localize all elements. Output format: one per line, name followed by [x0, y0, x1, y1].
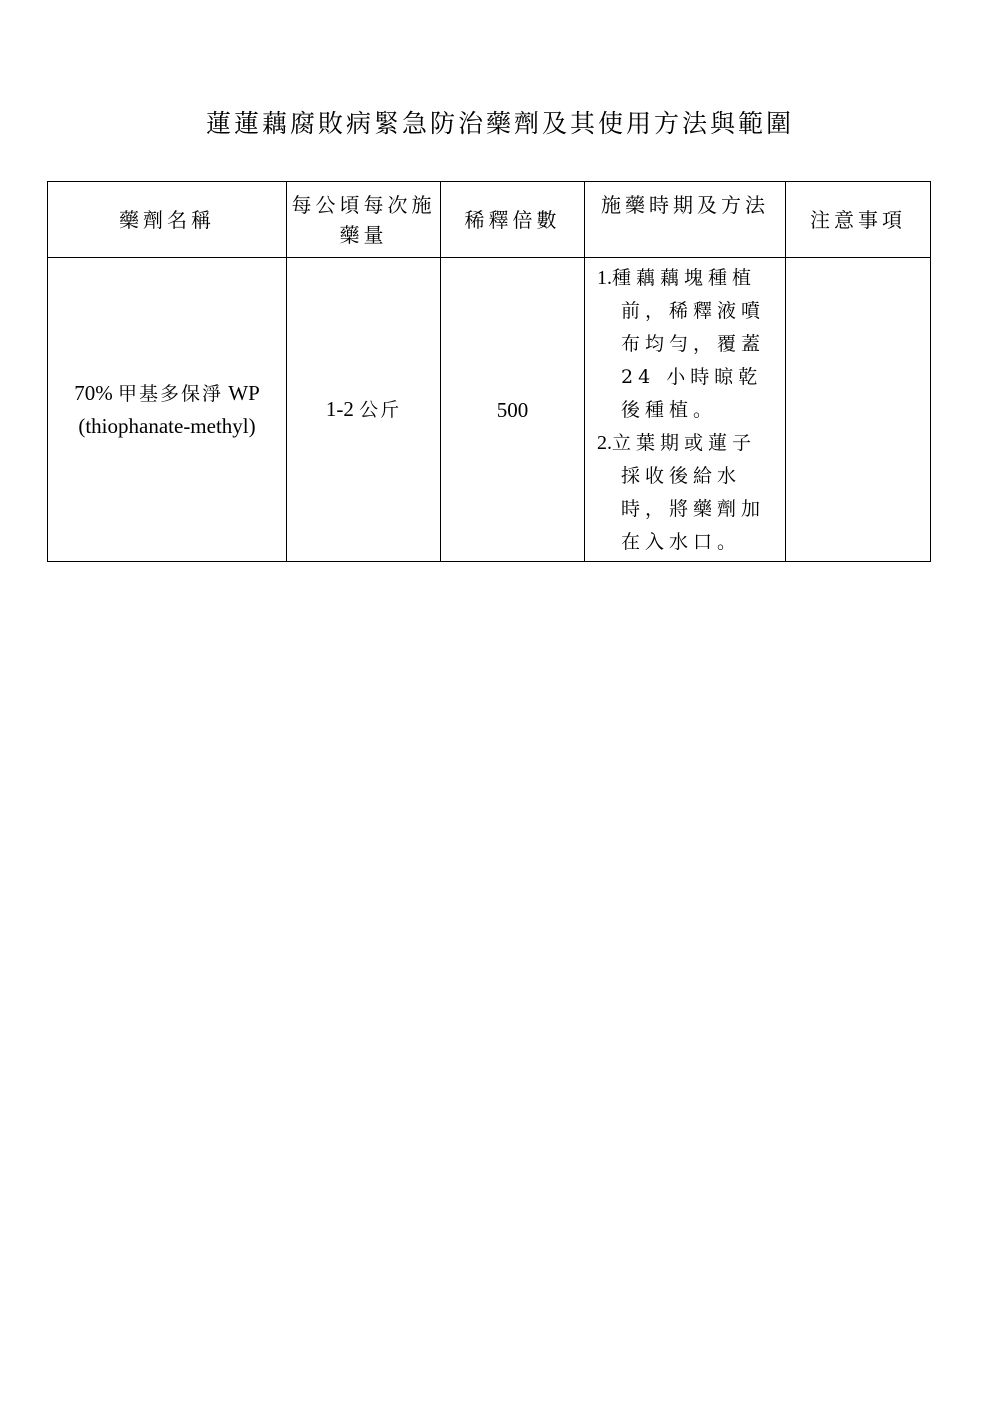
pesticide-table: [47, 181, 931, 562]
table-row: [48, 258, 931, 562]
header-name: 藥劑名稱: [48, 182, 287, 258]
pesticide-name-en: (thiophanate-methyl): [78, 414, 256, 438]
method-item-text: 立葉期或蓮子採收後給水時，將藥劑加在入水口。: [612, 432, 766, 553]
header-dosage: 每公頃每次施藥量: [287, 182, 441, 258]
dosage-value: 1-2: [325, 397, 354, 421]
header-method: 施藥時期及方法: [585, 182, 786, 258]
pesticide-name-line: [48, 377, 286, 410]
notes-cell: [786, 258, 931, 562]
method-item: [597, 262, 771, 427]
method-item: [597, 427, 771, 559]
pesticide-name-cjk: 甲基多保淨: [117, 383, 223, 405]
method-item-number: 1.: [597, 267, 612, 289]
pesticide-formulation: WP: [228, 381, 260, 405]
pesticide-name-cell: [48, 258, 287, 562]
method-item-text: 種藕藕塊種植前，稀釋液噴布均勻，覆蓋 24 小時晾乾後種植。: [612, 267, 766, 421]
page-title: 蓮蓮藕腐敗病緊急防治藥劑及其使用方法與範圍: [205, 109, 794, 138]
header-notes: 注意事項: [786, 182, 931, 258]
dosage-unit: 公斤: [359, 399, 402, 421]
dilution-cell: 500: [441, 258, 585, 562]
dosage-cell: [287, 258, 441, 562]
method-cell: [585, 258, 786, 562]
method-item-number: 2.: [597, 432, 612, 454]
pesticide-concentration: 70%: [74, 381, 113, 405]
table-header-row: [48, 182, 931, 258]
header-dilution: 稀釋倍數: [441, 182, 585, 258]
